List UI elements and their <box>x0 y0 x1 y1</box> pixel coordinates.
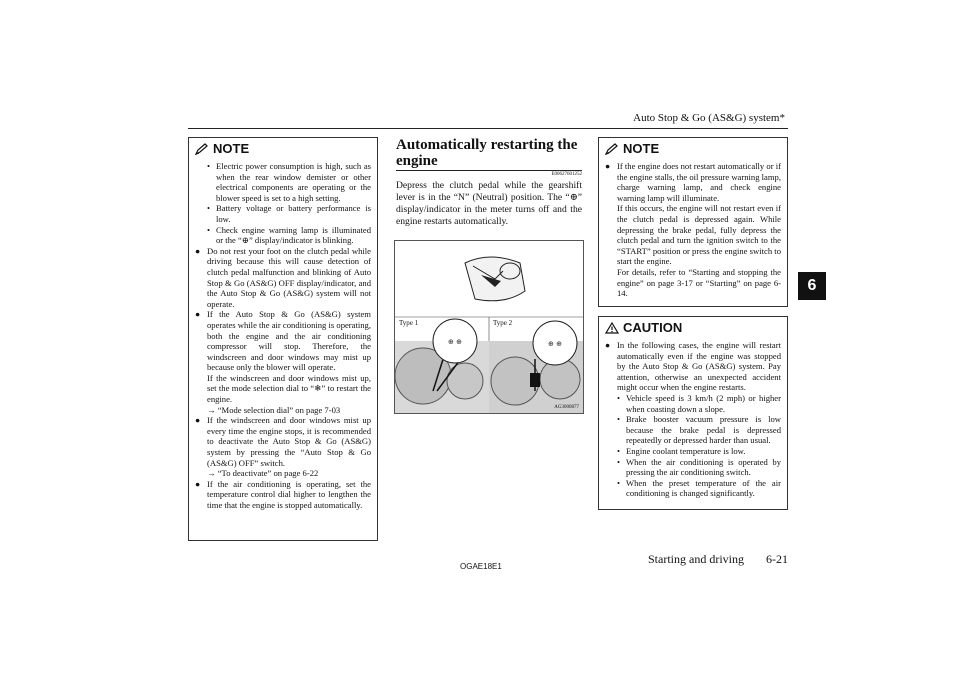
note-pencil-icon <box>195 143 209 155</box>
note-heading <box>599 138 787 159</box>
caution-box <box>598 316 788 510</box>
note-title: NOTE <box>623 141 660 156</box>
note-pencil-icon <box>605 143 619 155</box>
svg-text:⊕ ⊕: ⊕ ⊕ <box>448 338 462 346</box>
figure-label-type1: Type 1 <box>399 319 419 327</box>
sub-bullet: • Vehicle speed is 3 km/h (2 mph) or higher when coasting down a slope. <box>617 392 781 414</box>
bullet: ● If the windscreen and door windows mist up every time the engine stops, it is recommended to deactivate the Auto Stop & Go (AS&G) system by pressing the “Auto Stop & Go (AS&G) OFF” switch. <box>195 415 371 468</box>
instrument-figure <box>394 240 584 414</box>
figure-code: AG3000877 <box>554 405 579 410</box>
sub-bullet: • Battery voltage or battery performance is low. <box>207 203 371 224</box>
bullet-continuation: If this occurs, the engine will not restart even if the clutch pedal is depressed again. While depressing the brake pedal, fully depress the clutch pedal and turn the ignition switch to the “START” position or press the engine switch to start the engine. <box>617 203 781 267</box>
cross-reference: → “To deactivate” on page 6-22 <box>207 468 319 479</box>
footer-chapter: Starting and driving <box>648 552 744 566</box>
bullet: ● In the following cases, the engine will restart automatically even if the engine was stopped by the Auto Stop & Go (AS&G) system. Pay attention, otherwise an unexpected accident might occur when the engine restarts. <box>605 340 781 393</box>
sub-bullet: • When the air conditioning is operated by pressing the air conditioning switch. <box>617 456 781 478</box>
note-box-left <box>188 137 378 541</box>
section-intro: Depress the clutch pedal while the gearshift lever is in the “N” (Neutral) position. The “⊕” display/indicator in the meter turns off and the engine restarts automatically. <box>396 180 582 227</box>
note-heading <box>189 138 377 159</box>
section-title: Automatically restarting the engine <box>396 137 578 169</box>
bullet-continuation: For details, refer to “Starting and stopping the engine” on page 3-17 or “Starting” on page 6-14. <box>617 266 781 299</box>
caution-title: CAUTION <box>623 320 683 335</box>
bullet-continuation: If the windscreen and door windows mist up, set the mode selection dial to “❄” to restart the engine. <box>207 372 371 405</box>
footer-code: OGAE18E1 <box>460 562 502 571</box>
bullet: ● If the Auto Stop & Go (AS&G) system operates while the air conditioning is operating, both the engine and the air conditioning compressor will stop. Therefore, the windscreen and door windows may mist up because only the blower will operate. <box>195 309 371 373</box>
bullet: ● Do not rest your foot on the clutch pedal while driving because this will cause detection of clutch pedal malfunction and blinking of Auto Stop & Go (AS&G) OFF display/indicator, and the Auto Stop & Go (AS&G) system will not operate. <box>195 245 371 309</box>
note-box-right <box>598 137 788 307</box>
figure-illustration <box>395 241 583 413</box>
footer-page-number: 6-21 <box>766 552 788 566</box>
section-code: E00627601252 <box>551 172 582 177</box>
sub-bullet: • When the preset temperature of the air conditioning is changed significantly. <box>617 477 781 499</box>
bullet: ● If the air conditioning is operating, set the temperature control dial higher to lengthen the time that the engine is stopped automatically. <box>195 478 371 510</box>
caution-heading <box>599 317 787 338</box>
warning-triangle-icon <box>605 322 619 334</box>
note-body <box>599 159 787 299</box>
note-title: NOTE <box>213 141 250 156</box>
figure-label-type2: Type 2 <box>493 319 513 327</box>
cross-reference: → “Mode selection dial” on page 7-03 <box>207 404 341 415</box>
caution-body <box>599 338 787 499</box>
note-body <box>189 159 377 511</box>
header-rule <box>188 128 788 129</box>
sub-bullet: • Engine coolant temperature is low. <box>617 445 746 456</box>
sub-bullet: • Check engine warning lamp is illuminated or the “⊕” display/indicator is blinking. <box>207 224 371 246</box>
section-rule <box>396 170 582 171</box>
chapter-tab: 6 <box>798 272 826 300</box>
svg-text:⊕ ⊕: ⊕ ⊕ <box>548 340 562 348</box>
bullet: ● If the engine does not restart automatically or if the engine stalls, the oil pressure warning lamp, charge warning lamp, and check engine warning lamp will illuminate. <box>605 161 781 203</box>
sub-bullet: • Electric power consumption is high, such as when the rear window demister or other electrical components are operating or the blower speed is set to a high setting. <box>207 161 371 203</box>
running-header: Auto Stop & Go (AS&G) system* <box>633 112 785 124</box>
sub-bullet: • Brake booster vacuum pressure is low because the brake pedal is depressed repeatedly or depressed harder than usual. <box>617 414 781 446</box>
